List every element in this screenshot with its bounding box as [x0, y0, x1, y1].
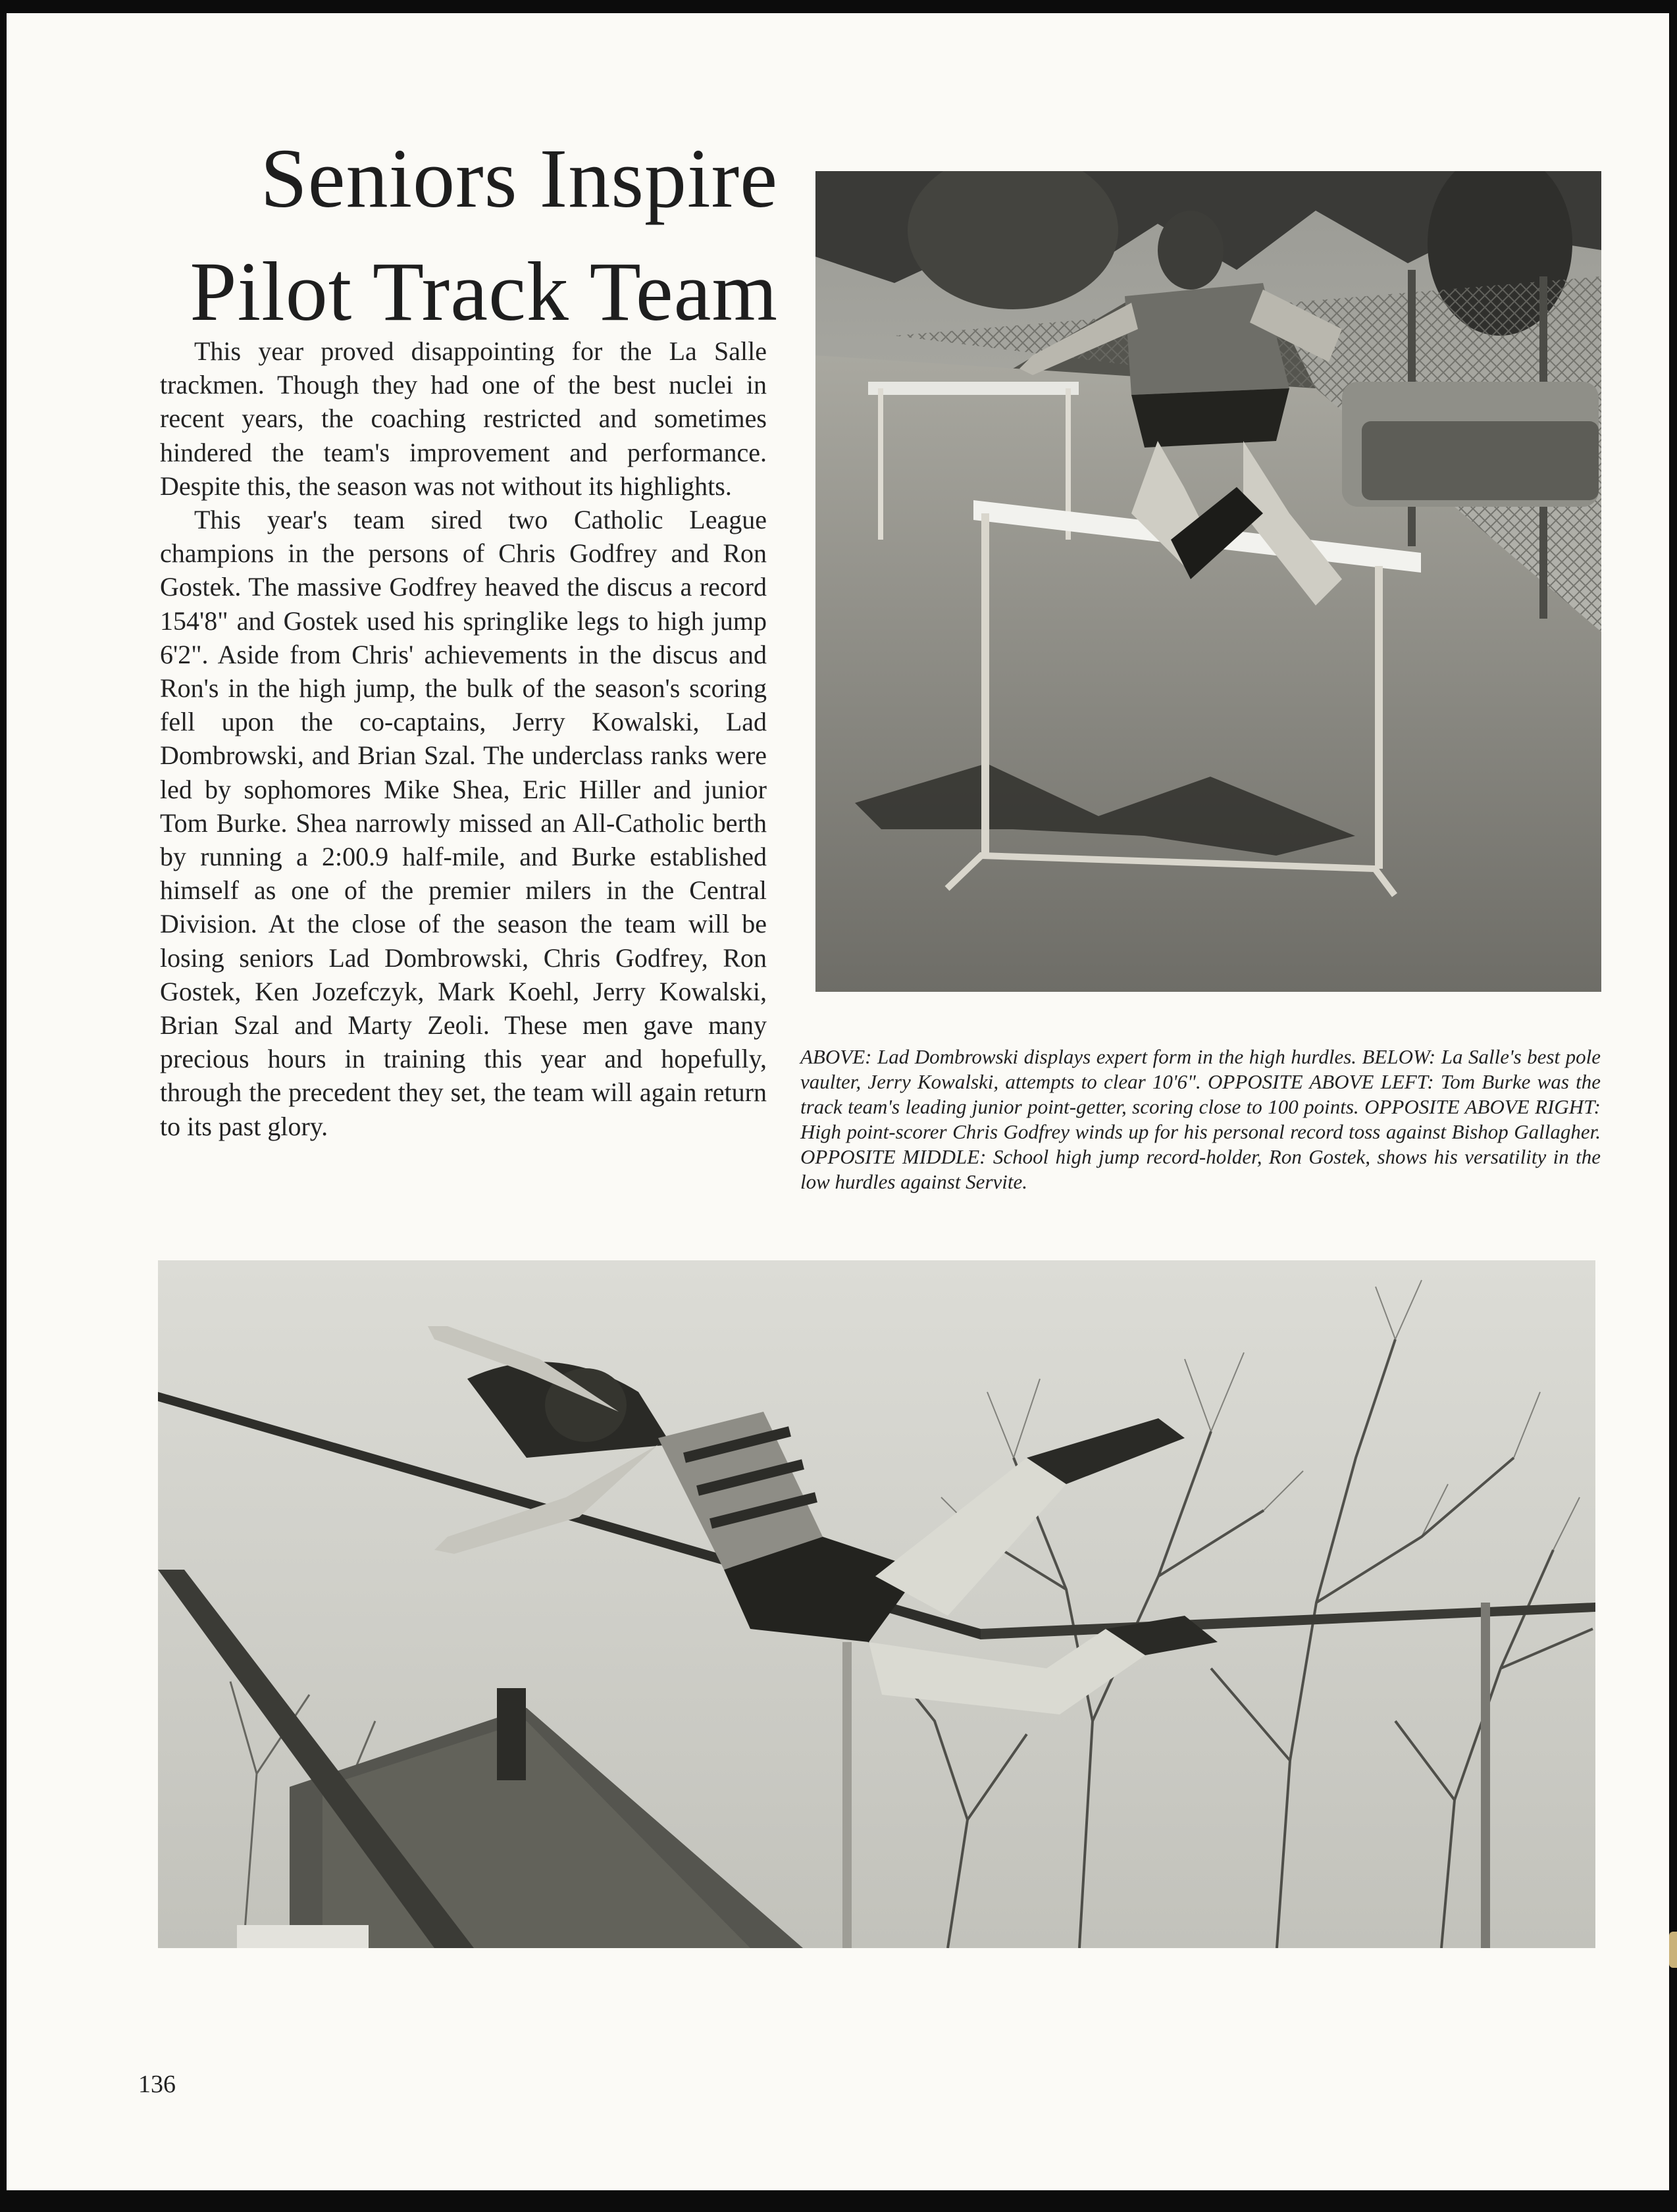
hurdler-photo: [815, 171, 1601, 992]
pole-vaulter-photo-image: [158, 1260, 1595, 1948]
title-line-2: Pilot Track Team: [190, 245, 778, 338]
article-title: [138, 122, 778, 348]
article-body: [160, 334, 767, 1143]
page-number: 136: [138, 2071, 176, 2098]
page-edge-mark: [1669, 1932, 1677, 1968]
pole-vaulter-photo: [158, 1260, 1595, 1948]
article-paragraph: This year proved disappointing for the La Salle trackmen. Though they had one of the best nuclei in recent years, the coaching restricted and sometimes hindered the team's improvement and performance. Despite this, the season was not without its highlights.: [160, 336, 767, 501]
yearbook-page: [7, 13, 1669, 2190]
title-line-1: Seniors Inspire: [260, 132, 778, 225]
photo-caption: ABOVE: Lad Dombrowski displays expert form in the high hurdles. BELOW: La Salle's best pole vaulter, Jerry Kowalski, attempts to clear 10'6". OPPOSITE ABOVE LEFT: Tom Burke was the track team's leading junior point-getter, scoring close to 100 points. OPPOSITE ABOVE RIGHT: High point-scorer Chris Godfrey winds up for his personal record toss against Bishop Gallagher. OPPOSITE MIDDLE: School high jump record-holder, Ron Gostek, shows his versatility in the low hurdles against Servite.: [800, 1045, 1601, 1193]
hurdler-photo-image: [815, 171, 1601, 992]
article-paragraph: This year's team sired two Catholic League champions in the persons of Chris Godfrey and Ron Gostek. The massive Godfrey heaved the discus a record 154'8" and Gostek used his springlike legs to high jump 6'2". Aside from Chris' achievements in the discus and Ron's in the high jump, the bulk of the season's scoring fell upon the co-captains, Jerry Kowalski, Lad Dombrowski, and Brian Szal. The underclass ranks were led by sophomores Mike Shea, Eric Hiller and junior Tom Burke. Shea narrowly missed an All-Catholic berth by running a 2:00.9 half-mile, and Burke established himself as one of the premier milers in the Central Division. At the close of the season the team will be losing seniors Lad Dombrowski, Chris Godfrey, Ron Gostek, Ken Jozefczyk, Mark Koehl, Jerry Kowalski, Brian Szal and Marty Zeoli. These men gave many precious hours in training this year and hopefully, through the precedent they set, the team will again return to its past glory.: [160, 505, 767, 1141]
